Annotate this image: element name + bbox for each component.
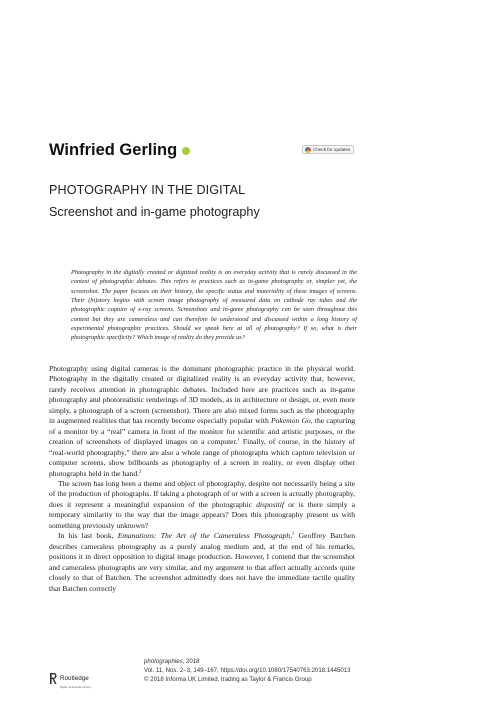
article-title: PHOTOGRAPHY IN THE DIGITAL <box>49 183 246 197</box>
check-for-updates-label: Check for updates <box>313 147 351 152</box>
p2-text-a: The screen has long been a theme and object of photography, despite not necessarily being a site of the production of photographs. If taking a photograph of or with a screen is actually photography, does it represent a meaningful expansion of the photographic <box>49 478 355 509</box>
paragraph-2 <box>49 479 355 531</box>
citation-block <box>144 658 351 684</box>
p3-text-c: , <box>290 531 293 541</box>
orcid-icon[interactable] <box>182 147 190 155</box>
p2-text-c: or is there simply a temporary similarity to the way that the image appears? Does this photography present us with something previously unknown? <box>49 499 356 530</box>
footnote-ref-1[interactable]: 1 <box>237 436 240 442</box>
p1-text-a: Photography using digital cameras is the dominant photographic practice in the physical world. Photography in the digitally created or digitalized reality is an everyday activity that, however, rarely receives attention in photographic debates. Included here are practices such as in-game photography and photorealistic renderings of 3D models, as in architecture or design, or, even more simply, a photograph of a screen (screenshot). There are also mixed forms such as the photography in augmented realities that has recently become especially popular with <box>49 364 355 426</box>
article-body <box>49 364 355 594</box>
journal-name: photographies <box>144 658 183 665</box>
footnote-ref-2[interactable]: 2 <box>139 468 142 473</box>
author-name: Winfried Gerling <box>49 141 178 159</box>
routledge-logo-icon <box>49 672 57 685</box>
paragraph-1 <box>49 364 355 479</box>
p2-italic-dispositif: dispositif <box>256 499 284 509</box>
p3-text-a: In his last book, <box>58 531 118 541</box>
journal-year: , 2018 <box>182 658 200 665</box>
paragraph-3 <box>49 531 355 594</box>
crossmark-icon <box>305 147 311 153</box>
p3-italic-book-title: Emanations: The Art of the Cameraless Photograph <box>117 531 291 541</box>
publisher-logo <box>49 667 91 689</box>
citation-volume-doi[interactable]: Vol. 11, Nos. 2–3, 149–167, https://doi.org/10.1080/17540763.2018.1445013 <box>144 666 351 674</box>
copyright-line: © 2018 Informa UK Limited, trading as Taylor & Francis Group <box>144 675 312 683</box>
article-subtitle: Screenshot and in-game photography <box>49 205 260 219</box>
p1-italic-pokemon: Pokemon Go <box>270 416 311 426</box>
footnote-ref-3[interactable]: 3 <box>292 530 295 536</box>
publisher-name: Routledge <box>60 675 89 682</box>
abstract: Photography in the digitally created or digitized reality is an everyday activity that is rarely discussed in the context of photographic debates. This refers to practices such as in-game photography or, simpler yet, the screenshot. The paper focuses on their history, the specific status and materiality of these images of screens. Their (hi)story begins with screen image photography of measured data on cathode ray tubes and the photographic capture of x-ray screens. Screenshots and in-game photography can be seen throughout this context but they are cameraless and can therefore be understood and discussed within a long history of experimental photographic practices. Should we speak here at all of photography? If so, what is their photographic specificity? Which image of reality do they provide us? <box>71 269 357 342</box>
check-for-updates-button[interactable] <box>302 145 354 154</box>
author-name-block <box>49 141 190 160</box>
publisher-subtitle: Taylor & Francis Group <box>60 685 91 689</box>
p3-text-d: Geoffrey Batchen describes cameraless photography as a purely analog medium and, at the end of his remarks, positions it in direct opposition to digital image production. However, I contend that the screenshot and cameraless photographs are very similar, and my argument to that affect actually accords quite closely to that of Batchen. The screenshot admittedly does not have the immediate tactile quality that Batchen correctly <box>49 531 355 593</box>
p1-text-d: Finally, of course, in the history of “real-world photography,” there are also a whole range of photographs which capture television or computer screens, show billboards as photography of a screen in reality, or even display other photographs held in the hand. <box>49 437 356 478</box>
p1-text-c: , the capturing of a monitor by a “real” camera in front of the monitor for scientific and artistic purposes, or the creation of screenshots of displayed images on a computer. <box>49 416 356 447</box>
